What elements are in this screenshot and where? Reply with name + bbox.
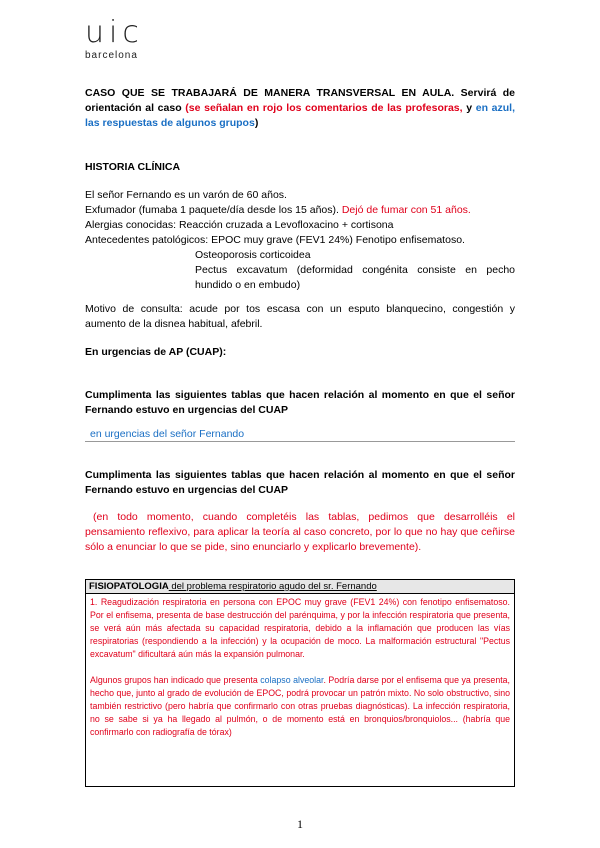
smoker-text: Exfumador (fumaba 1 paquete/día desde los 15 años). xyxy=(85,204,339,216)
history-line-pectus: Pectus excavatum (deformidad congénita consiste en pecho hundido o en embudo) xyxy=(195,264,515,291)
table-paragraph-2 xyxy=(90,674,510,739)
intro-close: ) xyxy=(254,117,259,129)
logo-subtitle: barcelona xyxy=(85,50,138,61)
instruction-2: Cumplimenta las siguientes tablas que hacen relación al momento en que el señor Fernando estuvo en urgencias del CUAP xyxy=(85,469,515,496)
table-paragraph-1: 1. Reagudización respiratoria en persona con EPOC muy grave (FEV1 24%) con fenotipo enfisematoso. Por el enfisema, presenta de base destrucción del parénquima, y por la infección respiratoria que presenta, se verá aún más afectada su capacidad respiratoria, debido a la inflamación que producen las vías respiratorias (respondiendo a la infección) y la ocupación de moco. La malformación estructural "Pectus excavatum" dificultará aún más la expansión pulmonar. xyxy=(90,597,510,659)
para2-end: . Podría darse por el enfisema que ya presenta, hecho que, junto al grado de evolución de EPOC, podrá provocar un patrón mixto. No solo obstructivo, sino también restrictivo (pero habría que confirmarlo con otras pruebas diagnósticas). La infección respiratoria, no se sabe si ya ha llegado al pulmón, o de momento está en bronquios/bronquiolos... (habría que confirmarlo con radiografía de tórax) xyxy=(90,675,510,737)
intro-blue-note: en azul, las respuestas de algunos grupos xyxy=(85,102,515,129)
field-underline xyxy=(85,441,515,442)
intro-lead: CASO QUE SE TRABAJARÁ DE MANERA TRANSVERSAL EN AULA. xyxy=(85,87,455,99)
smoker-red-note: Dejó de fumar con 51 años. xyxy=(338,204,471,216)
uic-logo xyxy=(85,15,144,61)
para2-start: Algunos grupos han indicado que presenta xyxy=(90,675,261,685)
history-line-allergies: Alergias conocidas: Reacción cruzada a Levofloxacino + cortisona xyxy=(85,219,394,231)
instruction-1: Cumplimenta las siguientes tablas que hacen relación al momento en que el señor Fernando estuvo en urgencias del CUAP xyxy=(85,389,515,416)
intro-and: y xyxy=(462,102,476,114)
motivo-consulta: Motivo de consulta: acude por tos escasa con un esputo blanquecino, congestión y aumento de la disnea habitual, afebril. xyxy=(85,303,515,330)
urgencias-title: En urgencias de AP (CUAP): xyxy=(85,346,227,358)
intro-paragraph xyxy=(85,86,515,131)
intro-rest: Servirá de orientación al caso xyxy=(85,87,515,114)
history-line-osteoporosis: Osteoporosis corticoidea xyxy=(195,249,311,261)
history-line-smoker xyxy=(85,203,515,218)
history-title: HISTORIA CLÍNICA xyxy=(85,161,181,173)
page-number: 1 xyxy=(297,817,303,831)
logo-mark: uic xyxy=(85,15,144,50)
para2-blue-term: colapso alveolar xyxy=(260,675,324,685)
table-body[interactable] xyxy=(86,594,514,741)
history-line-antecedents: Antecedentes patológicos: EPOC muy grave (FEV1 24%) Fenotipo enfisematoso. xyxy=(85,234,465,246)
table-header-bold: FISIOPATOLOGIA xyxy=(89,581,169,592)
fisiopatologia-table xyxy=(85,579,515,787)
history-line-age: El señor Fernando es un varón de 60 años. xyxy=(85,189,287,201)
table-header xyxy=(86,580,514,594)
history-block xyxy=(85,188,515,293)
blue-field-text: en urgencias del señor Fernando xyxy=(90,428,245,440)
table-header-rest: del problema respiratorio agudo del sr. Fernando xyxy=(168,581,377,592)
teacher-red-comment: (en todo momento, cuando completéis las tablas, pedimos que desarrolléis el pensamiento reflexivo, para aplicar la teoría al caso concreto, por lo que no hay que ceñirse sólo a enunciar lo que se pide, sino enunciarlo y explicarlo brevemente). xyxy=(85,511,515,553)
intro-red-note: (se señalan en rojo los comentarios de las profesoras, xyxy=(181,102,463,114)
